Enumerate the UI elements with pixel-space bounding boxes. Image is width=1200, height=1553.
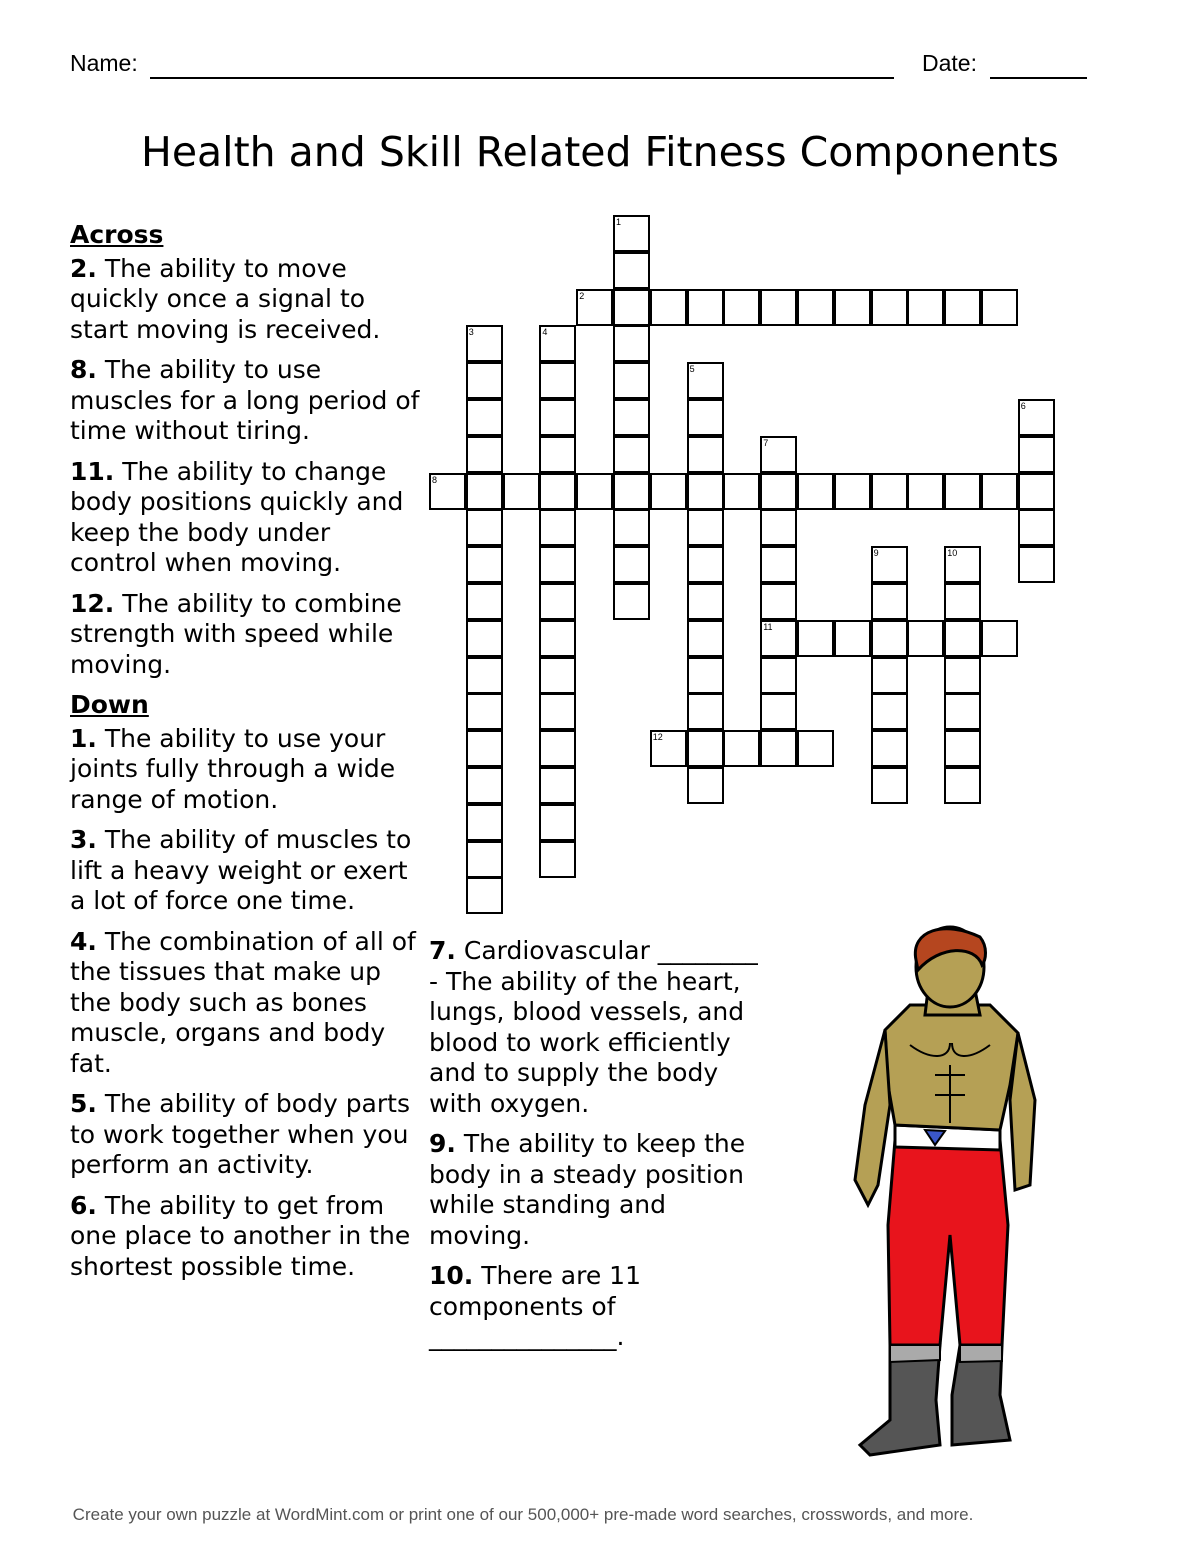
clue-number: 3. bbox=[70, 825, 97, 854]
cell-number: 1 bbox=[616, 217, 622, 227]
grid-cell[interactable] bbox=[613, 252, 650, 289]
grid-cell[interactable] bbox=[687, 620, 724, 657]
grid-cell[interactable] bbox=[687, 473, 724, 510]
cell-number: 12 bbox=[652, 732, 663, 743]
grid-cell[interactable] bbox=[871, 693, 908, 730]
grid-cell[interactable] bbox=[760, 583, 797, 620]
grid-cell[interactable] bbox=[466, 509, 503, 546]
clue-text: The ability to move quickly once a signal to start moving is received. bbox=[70, 253, 381, 344]
grid-cell[interactable] bbox=[466, 620, 503, 657]
grid-cell[interactable] bbox=[871, 546, 908, 583]
page-title: Health and Skill Related Fitness Components bbox=[141, 128, 1059, 176]
grid-cell[interactable] bbox=[539, 399, 576, 436]
grid-cell[interactable] bbox=[466, 583, 503, 620]
grid-cell[interactable] bbox=[539, 620, 576, 657]
grid-cell[interactable] bbox=[539, 730, 576, 767]
grid-cell[interactable] bbox=[834, 620, 871, 657]
clue-across-12 bbox=[70, 589, 420, 681]
grid-cell[interactable] bbox=[539, 767, 576, 804]
cell-number: 8 bbox=[432, 474, 438, 485]
grid-cell[interactable] bbox=[687, 509, 724, 546]
clue-down-4 bbox=[70, 927, 420, 1080]
grid-cell[interactable] bbox=[466, 767, 503, 804]
grid-cell[interactable] bbox=[576, 473, 613, 510]
grid-cell[interactable] bbox=[539, 436, 576, 473]
grid-cell[interactable] bbox=[871, 289, 908, 326]
grid-cell[interactable] bbox=[466, 730, 503, 767]
grid-cell[interactable] bbox=[1018, 436, 1055, 473]
cell-number: 2 bbox=[579, 290, 585, 301]
clue-number: 4. bbox=[70, 926, 97, 956]
cell-number: 4 bbox=[542, 327, 548, 338]
grid-cell[interactable] bbox=[613, 509, 650, 546]
clue-number: 7. bbox=[429, 936, 456, 965]
clue-number: 1. bbox=[70, 723, 97, 753]
grid-cell[interactable] bbox=[650, 473, 687, 510]
clue-down-9 bbox=[429, 1129, 759, 1251]
clues-left-column bbox=[70, 220, 420, 1292]
grid-cell[interactable] bbox=[944, 546, 981, 583]
grid-cell[interactable] bbox=[834, 289, 871, 326]
clue-text: The ability to change body positions quickly and keep the body under control when moving. bbox=[70, 456, 404, 577]
cell-number: 3 bbox=[468, 327, 474, 338]
grid-cell[interactable] bbox=[503, 473, 540, 510]
grid-cell[interactable] bbox=[539, 693, 576, 730]
clue-text: The ability to use muscles for a long period of time without tiring. bbox=[70, 355, 420, 445]
grid-cell[interactable] bbox=[466, 436, 503, 473]
grid-cell[interactable] bbox=[944, 620, 981, 657]
grid-cell[interactable] bbox=[907, 289, 944, 326]
grid-cell[interactable] bbox=[760, 657, 797, 694]
grid-cell[interactable] bbox=[760, 693, 797, 730]
clue-down-5 bbox=[70, 1089, 420, 1181]
clue-number: 5. bbox=[70, 1089, 97, 1118]
clue-text: There are 11 components of _______________. bbox=[429, 1261, 641, 1351]
grid-cell[interactable] bbox=[834, 473, 871, 510]
grid-cell[interactable] bbox=[723, 730, 760, 767]
grid-cell[interactable] bbox=[760, 509, 797, 546]
name-label: Name: bbox=[70, 50, 138, 76]
cell-number: 7 bbox=[763, 437, 769, 448]
grid-cell[interactable] bbox=[687, 399, 724, 436]
cell-number: 10 bbox=[947, 548, 958, 559]
grid-cell[interactable] bbox=[613, 399, 650, 436]
grid-cell[interactable] bbox=[797, 730, 834, 767]
grid-cell[interactable] bbox=[981, 289, 1018, 326]
grid-cell[interactable] bbox=[871, 473, 908, 510]
grid-cell[interactable] bbox=[687, 693, 724, 730]
grid-cell[interactable] bbox=[613, 215, 650, 252]
grid-cell[interactable] bbox=[760, 620, 797, 657]
clue-text: The ability to combine strength with speed while moving. bbox=[70, 588, 402, 679]
grid-cell[interactable] bbox=[466, 877, 503, 914]
clue-text: Cardiovascular ________ - The ability of the heart, lungs, blood vessels, and blood to work efficiently and to supply the body with oxygen. bbox=[429, 936, 758, 1118]
grid-cell[interactable] bbox=[687, 730, 724, 767]
grid-cell[interactable] bbox=[981, 473, 1018, 510]
clue-number: 9. bbox=[429, 1129, 456, 1158]
down-heading: Down bbox=[70, 690, 149, 719]
clue-text: The ability to keep the body in a steady position while standing and moving. bbox=[429, 1129, 746, 1250]
clue-across-2 bbox=[70, 254, 420, 346]
grid-cell[interactable] bbox=[650, 730, 687, 767]
grid-cell[interactable] bbox=[687, 767, 724, 804]
grid-cell[interactable] bbox=[539, 325, 576, 362]
grid-cell[interactable] bbox=[944, 473, 981, 510]
clues-right-column bbox=[429, 936, 759, 1363]
grid-cell[interactable] bbox=[466, 657, 503, 694]
grid-cell[interactable] bbox=[871, 730, 908, 767]
grid-cell[interactable] bbox=[613, 473, 650, 510]
grid-cell[interactable] bbox=[650, 289, 687, 326]
clue-across-8 bbox=[70, 355, 420, 447]
clue-text: The combination of all of the tissues that make up the body such as bones muscle, organs and body fat. bbox=[70, 926, 416, 1078]
grid-cell[interactable] bbox=[871, 657, 908, 694]
grid-cell[interactable] bbox=[466, 473, 503, 510]
grid-cell[interactable] bbox=[539, 546, 576, 583]
grid-cell[interactable] bbox=[944, 693, 981, 730]
footer-text: Create your own puzzle at WordMint.com or print one of our 500,000+ pre-made word searches, crosswords, and more. bbox=[72, 1505, 974, 1524]
grid-cell[interactable] bbox=[539, 804, 576, 841]
grid-cell[interactable] bbox=[907, 473, 944, 510]
grid-cell[interactable] bbox=[1018, 509, 1055, 546]
grid-cell[interactable] bbox=[760, 436, 797, 473]
clue-down-7 bbox=[429, 936, 759, 1119]
grid-cell[interactable] bbox=[429, 473, 466, 510]
grid-cell[interactable] bbox=[944, 583, 981, 620]
grid-cell[interactable] bbox=[687, 289, 724, 326]
across-heading: Across bbox=[70, 220, 164, 249]
grid-cell[interactable] bbox=[613, 289, 650, 326]
grid-cell[interactable] bbox=[723, 289, 760, 326]
grid-cell[interactable] bbox=[1018, 399, 1055, 436]
grid-cell[interactable] bbox=[466, 325, 503, 362]
grid-cell[interactable] bbox=[576, 289, 613, 326]
clue-number: 8. bbox=[70, 355, 97, 384]
date-label: Date: bbox=[922, 50, 977, 76]
grid-cell[interactable] bbox=[466, 841, 503, 878]
grid-cell[interactable] bbox=[1018, 546, 1055, 583]
cell-number: 5 bbox=[689, 364, 695, 375]
clue-number: 2. bbox=[70, 253, 97, 283]
grid-cell[interactable] bbox=[760, 289, 797, 326]
grid-cell[interactable] bbox=[539, 657, 576, 694]
grid-cell[interactable] bbox=[797, 620, 834, 657]
grid-cell[interactable] bbox=[944, 767, 981, 804]
cell-number: 11 bbox=[763, 621, 773, 632]
date-field-line[interactable] bbox=[990, 77, 1087, 79]
grid-cell[interactable] bbox=[687, 362, 724, 399]
clue-number: 10. bbox=[429, 1261, 474, 1290]
clue-number: 11. bbox=[70, 456, 115, 486]
grid-cell[interactable] bbox=[687, 436, 724, 473]
clue-down-1 bbox=[70, 724, 420, 816]
grid-cell[interactable] bbox=[466, 399, 503, 436]
grid-cell[interactable] bbox=[907, 620, 944, 657]
grid-cell[interactable] bbox=[613, 583, 650, 620]
grid-cell[interactable] bbox=[944, 289, 981, 326]
grid-cell[interactable] bbox=[466, 546, 503, 583]
grid-cell[interactable] bbox=[466, 804, 503, 841]
clue-text: The ability of muscles to lift a heavy weight or exert a lot of force one time. bbox=[70, 825, 412, 915]
grid-cell[interactable] bbox=[760, 473, 797, 510]
clue-number: 12. bbox=[70, 588, 115, 618]
grid-cell[interactable] bbox=[871, 620, 908, 657]
grid-cell[interactable] bbox=[613, 436, 650, 473]
clue-across-11 bbox=[70, 457, 420, 579]
grid-cell[interactable] bbox=[797, 473, 834, 510]
grid-cell[interactable] bbox=[613, 546, 650, 583]
grid-cell[interactable] bbox=[981, 620, 1018, 657]
cell-number: 6 bbox=[1020, 401, 1026, 411]
cell-number: 9 bbox=[873, 548, 879, 559]
name-field-line[interactable] bbox=[150, 77, 894, 79]
grid-cell[interactable] bbox=[871, 767, 908, 804]
grid-cell[interactable] bbox=[613, 362, 650, 399]
grid-cell[interactable] bbox=[466, 362, 503, 399]
grid-cell[interactable] bbox=[687, 583, 724, 620]
fitness-man-illustration bbox=[840, 925, 1070, 1465]
grid-cell[interactable] bbox=[539, 473, 576, 510]
grid-cell[interactable] bbox=[944, 730, 981, 767]
grid-cell[interactable] bbox=[797, 289, 834, 326]
grid-cell[interactable] bbox=[539, 841, 576, 878]
grid-cell[interactable] bbox=[466, 693, 503, 730]
grid-cell[interactable] bbox=[539, 509, 576, 546]
clue-down-3 bbox=[70, 825, 420, 917]
clue-text: The ability to use your joints fully through a wide range of motion. bbox=[70, 723, 396, 814]
grid-cell[interactable] bbox=[944, 657, 981, 694]
grid-cell[interactable] bbox=[760, 730, 797, 767]
grid-cell[interactable] bbox=[539, 583, 576, 620]
grid-cell[interactable] bbox=[687, 546, 724, 583]
grid-cell[interactable] bbox=[760, 546, 797, 583]
clue-down-6 bbox=[70, 1191, 420, 1283]
clue-text: The ability to get from one place to another in the shortest possible time. bbox=[70, 1190, 411, 1281]
grid-cell[interactable] bbox=[687, 657, 724, 694]
grid-cell[interactable] bbox=[871, 583, 908, 620]
clue-text: The ability of body parts to work together when you perform an activity. bbox=[70, 1089, 410, 1179]
clue-number: 6. bbox=[70, 1190, 97, 1220]
clue-down-10 bbox=[429, 1261, 759, 1353]
grid-cell[interactable] bbox=[1018, 473, 1055, 510]
grid-cell[interactable] bbox=[613, 325, 650, 362]
grid-cell[interactable] bbox=[539, 362, 576, 399]
grid-cell[interactable] bbox=[723, 473, 760, 510]
